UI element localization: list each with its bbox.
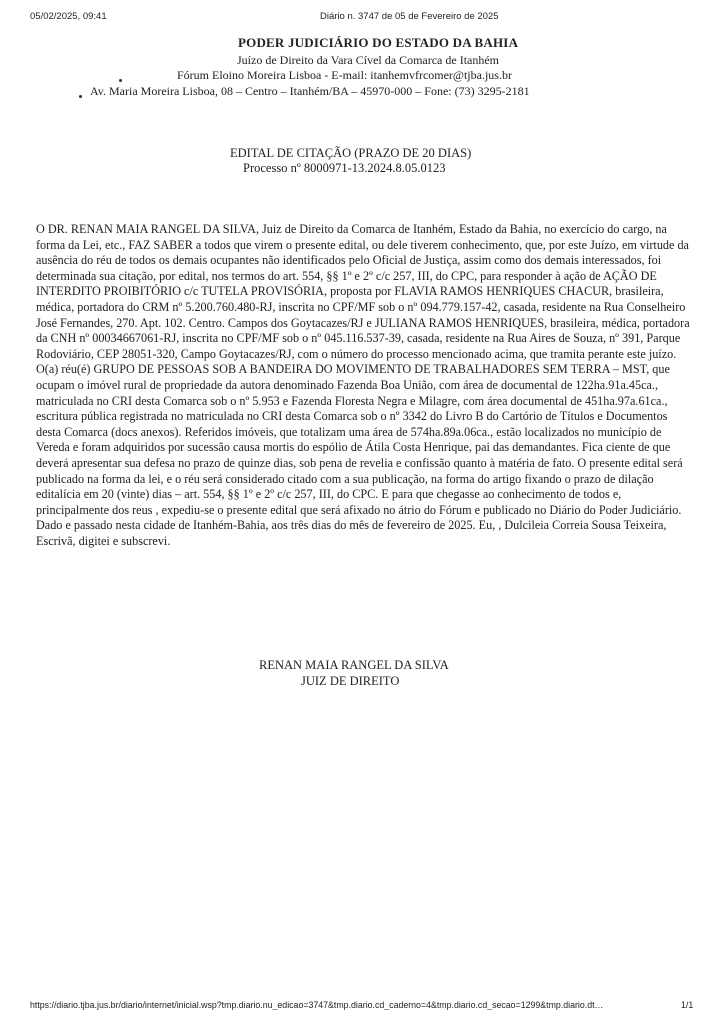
print-url: https://diario.tjba.jus.br/diario/internet/inicial.wsp?tmp.diario.nu_edicao=3747&tmp.diario.cd_caderno=4&tmp.diario.cd_secao=1299&tmp.diario.dt… [30, 1000, 604, 1010]
court-address-phone: Av. Maria Moreira Lisboa, 08 – Centro – Itanhém/BA – 45970-000 – Fone: (73) 3295-2181 [90, 84, 530, 98]
judge-name: RENAN MAIA RANGEL DA SILVA [259, 658, 449, 672]
edital-body: O DR. RENAN MAIA RANGEL DA SILVA, Juiz de Direito da Comarca de Itanhém, Estado da Bahia, no exercício do cargo, na forma da Lei, etc., FAZ SABER a todos que virem o presente edital, ou dele tiverem conhecimento, que, por este Juízo, em virtude da ausência do réu de todos os demais ocupantes não identificados pelo Oficial de Justiça, assim como dos demais interessados, foi determinada sua citação, por edital, nos termos do art. 554, §§ 1º e 2º c/c 257, III, do CPC, para responder à ação de AÇÃO DE INTERDITO PROIBITÓRIO c/c TUTELA PROVISÓRIA, proposta por FLAVIA RAMOS HENRIQUES CHACUR, brasileira, médica, portadora do CRM nº 5.200.760.480-RJ, inscrita no CPF/MF sob o nº 094.779.157-42, casada, residente na Rua Conselheiro José Fernandes, 270. Apt. 102. Centro. Campos dos Goytacazes/RJ e JULIANA RAMOS HENRIQUES, brasileira, médica, portadora da CNH nº 00034667061-RJ, inscrita no CPF/MF sob o nº 045.116.537-39, casada, residente na Rua Aires de Souza, nº 391, Parque Rodoviário, CEP 28051-320, Campo Goytacazes/RJ, com o número do processo mencionado acima, que tramita perante este juízo. O(a) réu(é) GRUPO DE PESSOAS SOB A BANDEIRA DO MOVIMENTO DE TRABALHADORES SEM TERRA – MST, que ocupam o imóvel rural de propriedade da autora denominado Fazenda Boa União, com área de documental de 122ha.91a.45ca., matriculada no CRI desta Comarca sob o nº 5.953 e Fazenda Floresta Negra e Milagre, com área documental de 451ha.97a.61ca., escritura pública registrada no matriculada no CRI desta Comarca sob o nº 3342 do Livro B do Cartório de Títulos e Documentos desta Comarca (docs anexos). Referidos imóveis, que totalizam uma área de 574ha.89a.06ca., estão localizados no município de Vereda e foram adquiridos por sucessão causa mortis do espólio de Átila Costa Henrique, pai das demandantes. Fica ciente de que deverá apresentar sua defesa no prazo de quinze dias, sob pena de revelia e confissão quanto à matéria de fato. O presente edital será publicado na forma da lei, e o réu será considerado citado com a sua publicação, na forma do artigo fixando o prazo de dilação editalícia em 20 (vinte) dias – art. 554, §§ 1º e 2º c/c 257, III, do CPC. E para que chegasse ao conhecimento de todos e, principalmente dos reus , expediu-se o presente edital que será afixado no átrio do Fórum e publicado no Diário do Poder Judiciário. Dado e passado nesta cidade de Itanhém-Bahia, aos três dias do mês de fevereiro de 2025. Eu, , Dulcileia Correia Sousa Teixeira, Escrivã, digitei e subscrevi. [36, 222, 690, 548]
print-page-title: Diário n. 3747 de 05 de Fevereiro de 2025 [320, 11, 499, 22]
process-number: Processo nº 8000971-13.2024.8.05.0123 [243, 161, 446, 175]
page-counter: 1/1 [681, 1000, 694, 1010]
court-forum-email: Fórum Eloino Moreira Lisboa - E-mail: itanhemvfrcomer@tjba.jus.br [177, 68, 512, 82]
judge-role: JUIZ DE DIREITO [301, 674, 400, 688]
scan-speck [79, 95, 82, 98]
print-timestamp: 05/02/2025, 09:41 [30, 11, 107, 22]
court-name: PODER JUDICIÁRIO DO ESTADO DA BAHIA [238, 35, 519, 50]
scan-speck [119, 79, 122, 82]
edital-title: EDITAL DE CITAÇÃO (PRAZO DE 20 DIAS) [230, 146, 472, 160]
court-division: Juízo de Direito da Vara Cível da Comarca de Itanhém [237, 53, 500, 67]
